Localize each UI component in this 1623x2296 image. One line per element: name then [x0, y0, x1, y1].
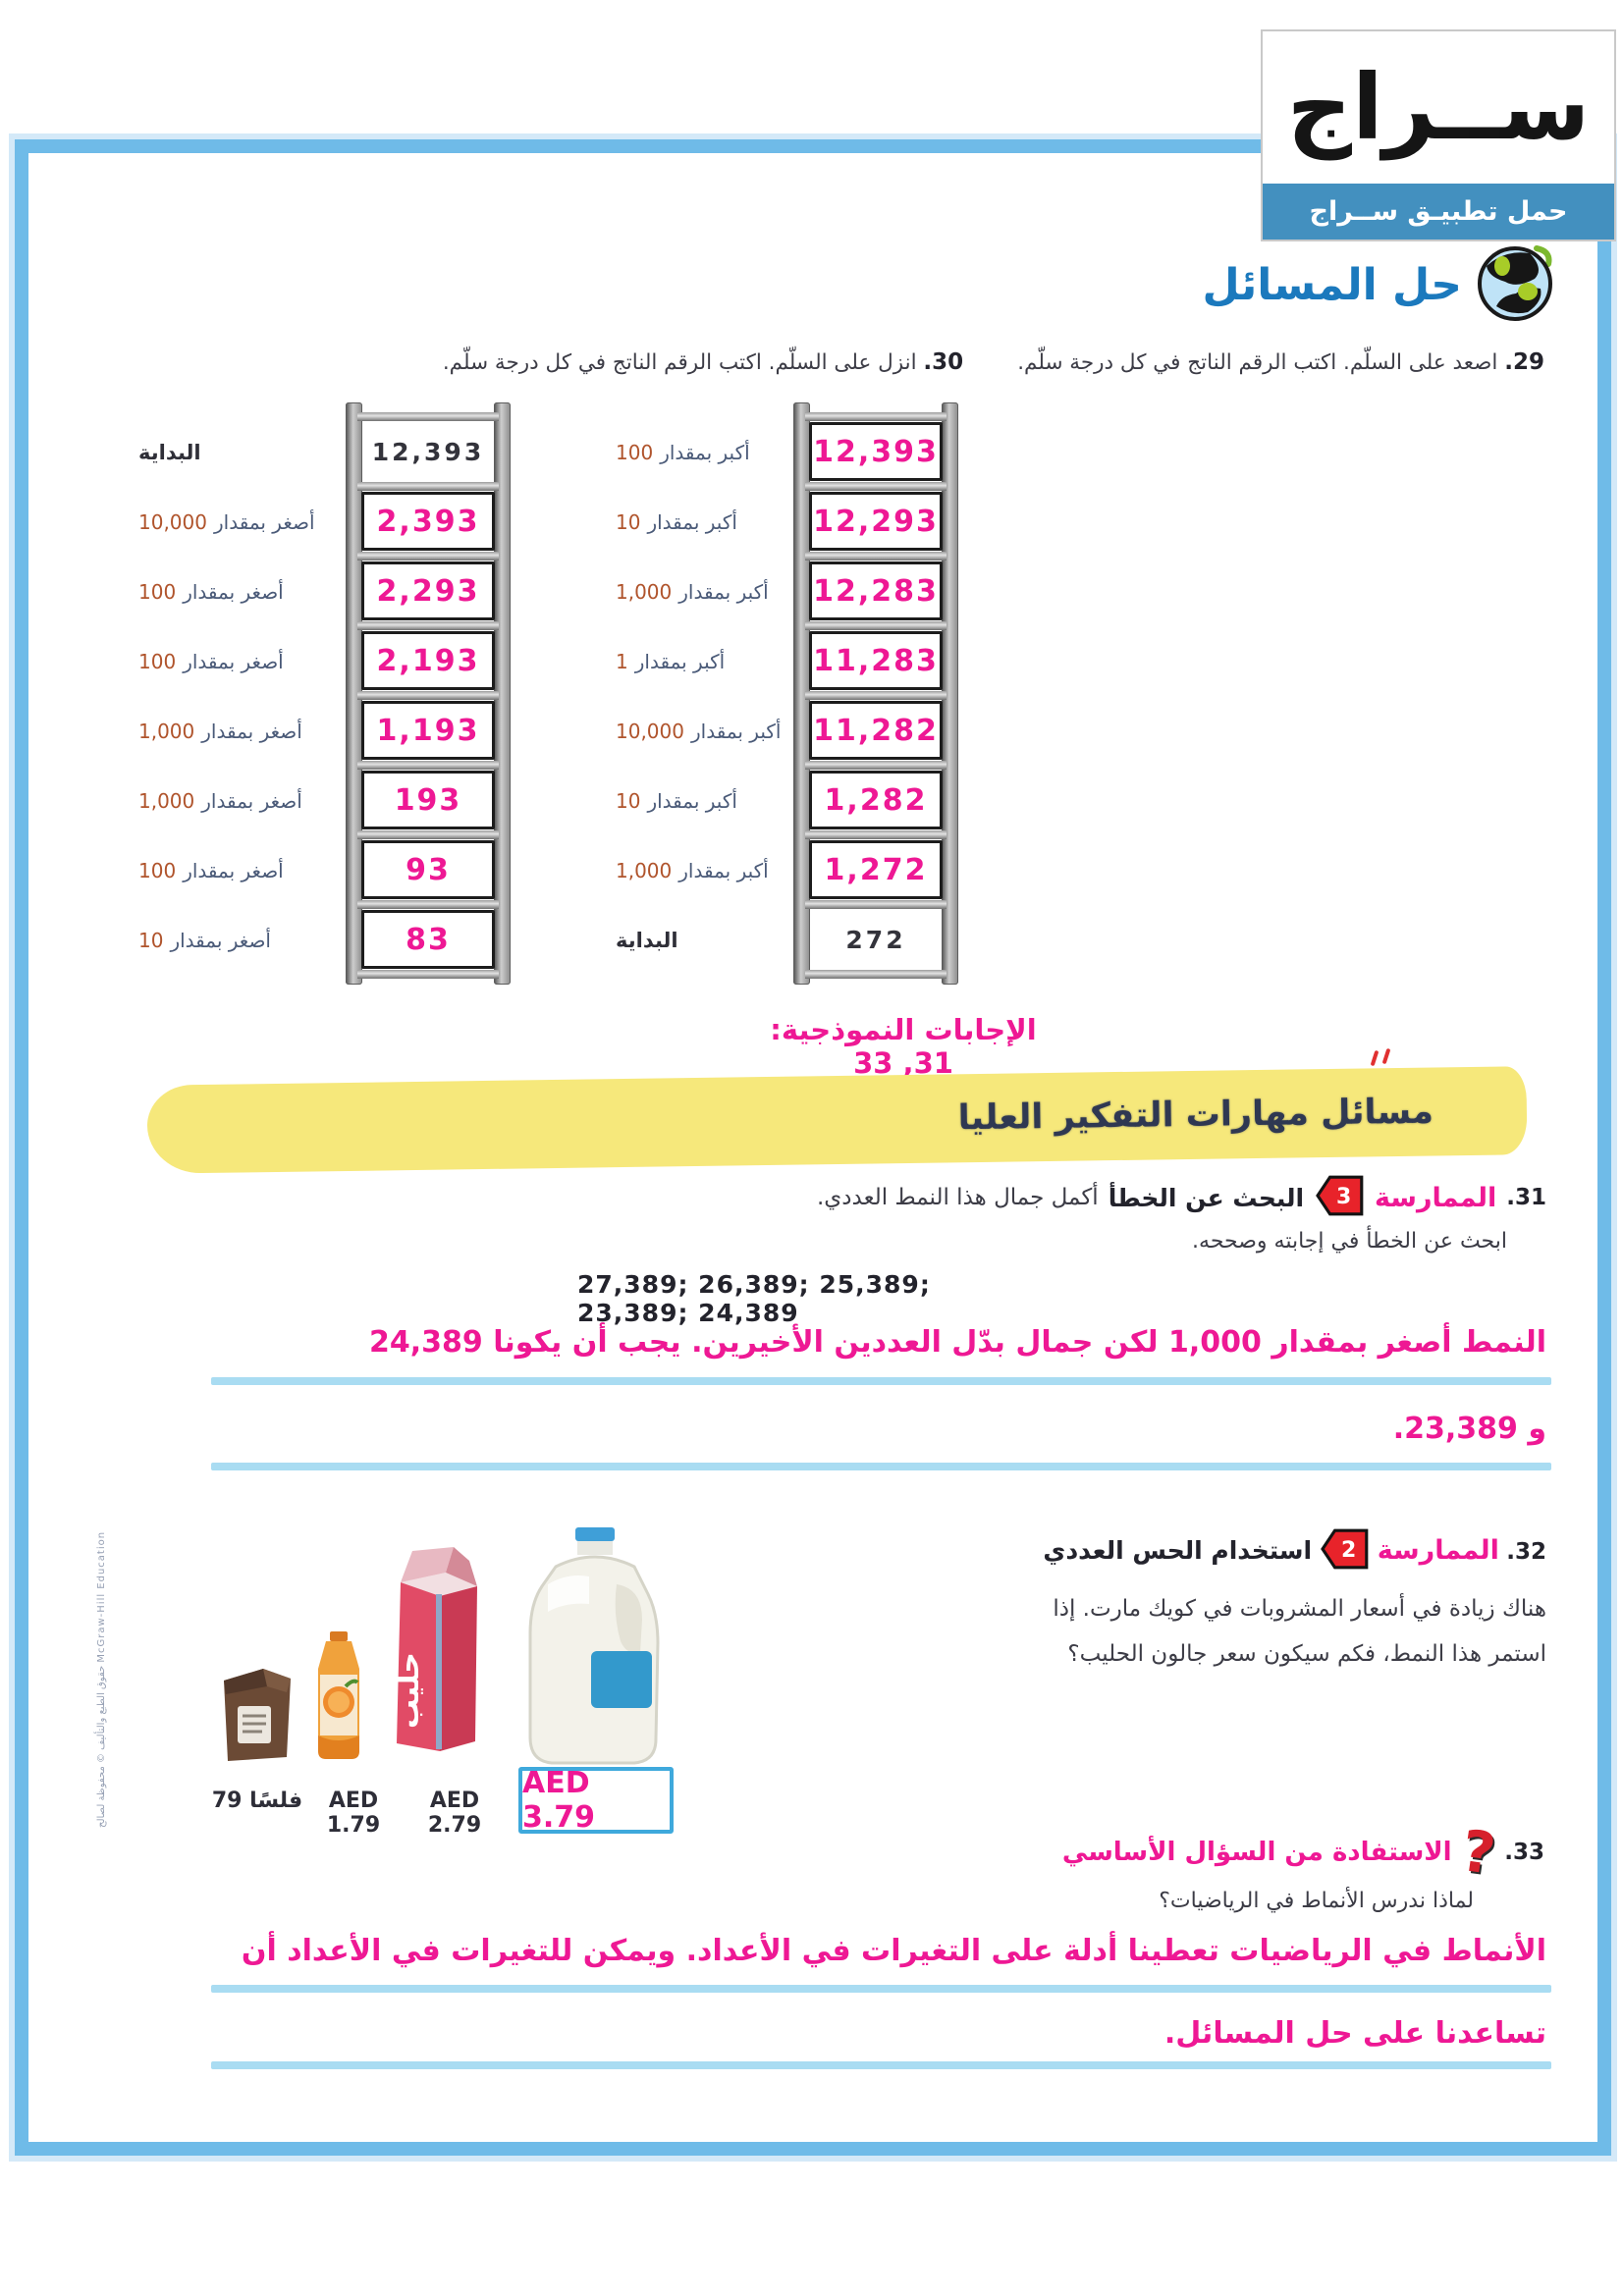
- ladder-answer-box: 1,282: [809, 771, 943, 829]
- ladder-answer-box: 12,283: [809, 561, 943, 620]
- problem-29-instruction: [1017, 349, 1544, 375]
- ladder-start-value: 12,393: [371, 437, 485, 466]
- price-juice: AED 1.79: [326, 1789, 381, 1838]
- price-gallon-answer-box: [518, 1767, 674, 1834]
- ladder-answer-box: 2,193: [361, 631, 495, 690]
- answer-33-line-2: تساعدنا على حل المسائل.: [1163, 2016, 1546, 2051]
- ladder-start-label: البداية: [616, 928, 678, 952]
- question-mark-icon: ?: [1457, 1816, 1499, 1889]
- page-title: حل المسائل: [1202, 259, 1462, 310]
- svg-text:2: 2: [1341, 1537, 1357, 1563]
- answer-31-line-1: النمط أصغر بمقدار 1,000 لكن جمال بدّل العددين الأخيرين. يجب أن يكونا 24,389: [369, 1325, 1546, 1360]
- ladder-step-label: أكبر بمقدار 100: [616, 440, 750, 464]
- ladder-answer-box: 11,283: [809, 631, 943, 690]
- ladder-rung: [805, 761, 947, 770]
- ladder-rung: [357, 830, 499, 839]
- problem-33-text: لماذا ندرس الأنماط في الرياضيات؟: [1159, 1889, 1474, 1913]
- problem-32-block: [1016, 1527, 1546, 1677]
- ladder-step-label: أكبر بمقدار 10: [616, 509, 737, 534]
- price-carton: AED 2.79: [427, 1789, 482, 1838]
- copyright-sidebar: حقوق الطبع والتأليف © محفوظة لصالح McGraw-Hill Education: [96, 1530, 107, 1828]
- ladder-rung: [805, 900, 947, 909]
- answer-line-rule: [211, 1463, 1551, 1470]
- ladder-answer-box: 93: [361, 840, 495, 899]
- ladder-rung: [357, 412, 499, 421]
- ladder-problem-29: [602, 412, 958, 975]
- ladder-rung: [805, 691, 947, 700]
- ladder-answer-box: 11,282: [809, 701, 943, 760]
- ladder-rung: [805, 970, 947, 979]
- siraj-logo-title: ســراج: [1286, 54, 1591, 160]
- price-coffee: 79 فلسًا: [211, 1789, 303, 1813]
- ladder-start-label: البداية: [138, 440, 201, 464]
- problem-31-number: 31.: [1506, 1185, 1546, 1210]
- ladder-step-label: أصغر بمقدار 100: [138, 858, 284, 882]
- problem-31-number-sequence: 27,389; 26,389; 25,389; 23,389; 24,389: [577, 1270, 931, 1327]
- problem-31-skill-title: البحث عن الخطأ: [1108, 1183, 1305, 1212]
- ladder-answer-box: 83: [361, 910, 495, 969]
- ladder-rung: [805, 830, 947, 839]
- ladder-step-label: أكبر بمقدار 10: [616, 788, 737, 813]
- problem-33-header: [1061, 1816, 1544, 1889]
- practice-arrow-badge-3: [1314, 1174, 1365, 1221]
- ladder-rung: [805, 482, 947, 491]
- coffee-bag-image: [214, 1659, 298, 1769]
- ladder-step-label: أصغر بمقدار 10: [138, 928, 271, 952]
- answer-31-line-2: و 23,389.: [1392, 1412, 1546, 1446]
- problem-31-text-2: ابحث عن الخطأ في إجابته وصححه.: [1192, 1229, 1507, 1254]
- problem-32-number: 32.: [1506, 1539, 1546, 1565]
- ladder-30-labels: [125, 412, 346, 975]
- problem-31-header: [817, 1174, 1546, 1221]
- problem-30-text: انزل على السلّم. اكتب الرقم الناتج في كل درجة سلّم.: [442, 350, 917, 375]
- ladder-step-label: أكبر بمقدار 1: [616, 649, 726, 673]
- model-answers-note: الإجابات النموذجية: 31, 33: [770, 1013, 1037, 1080]
- ladder-rung: [357, 621, 499, 630]
- ladder-step-label: أصغر بمقدار 100: [138, 649, 284, 673]
- siraj-logo: [1261, 29, 1616, 241]
- answer-33-line-1: الأنماط في الرياضيات تعطينا أدلة على التغيرات في الأعداد. ويمكن للتغيرات في الأعداد أن: [241, 1934, 1546, 1968]
- problem-32-practice-label: الممارسة: [1377, 1535, 1499, 1566]
- svg-text:3: 3: [1336, 1184, 1352, 1209]
- ladder-step-label: أكبر بمقدار 1,000: [616, 858, 769, 882]
- ladder-step-label: أصغر بمقدار 1,000: [138, 719, 302, 743]
- problem-29-text: اصعد على السلّم. اكتب الرقم الناتج في كل درجة سلّم.: [1017, 350, 1498, 375]
- section-header: [1203, 243, 1555, 326]
- ladder-29-labels: [602, 412, 793, 975]
- ladder-step-label: أكبر بمقدار 1,000: [616, 579, 769, 604]
- answer-line-rule: [211, 1985, 1551, 1993]
- ladder-29-graphic: [793, 412, 958, 975]
- problem-30-number: 30.: [923, 349, 964, 375]
- siraj-logo-subtitle: حمل تطبيـق ســراج: [1263, 184, 1614, 240]
- ladder-rung: [357, 970, 499, 979]
- ladder-answer-box: 1,272: [809, 840, 943, 899]
- ladder-step-label: أصغر بمقدار 1,000: [138, 788, 302, 813]
- ladder-answer-box: 1,193: [361, 701, 495, 760]
- problem-32-text: هناك زيادة في أسعار المشروبات في كويك مارت. إذا استمر هذا النمط، فكم سيكون سعر جالون الحليب؟: [1053, 1596, 1546, 1667]
- ladder-step-label: أصغر بمقدار 100: [138, 579, 284, 604]
- ladder-rung: [357, 761, 499, 770]
- ladder-answer-box: 12,293: [809, 492, 943, 551]
- answer-line-rule: [211, 2061, 1551, 2069]
- ladder-answer-box: 193: [361, 771, 495, 829]
- milk-gallon-image: [518, 1525, 666, 1775]
- globe-icon: [1476, 243, 1554, 326]
- problem-30-instruction: [443, 349, 963, 375]
- ladder-step-label: أكبر بمقدار 10,000: [616, 719, 782, 743]
- ladder-step-label: أصغر بمقدار 10,000: [138, 509, 315, 534]
- problem-32-skill-title: استخدام الحس العددي: [1043, 1536, 1313, 1565]
- instructions-row: [108, 349, 1544, 375]
- ladder-rung: [805, 412, 947, 421]
- ladder-answer-box: 12,393: [809, 422, 943, 481]
- problem-33-title: الاستفادة من السؤال الأساسي: [1061, 1838, 1452, 1867]
- ladder-rung: [357, 900, 499, 909]
- practice-arrow-badge-2: [1319, 1527, 1370, 1586]
- ladder-rung: [805, 552, 947, 561]
- problem-31-practice-label: الممارسة: [1375, 1182, 1497, 1213]
- hots-banner-text: مسائل مهارات التفكير العليا: [957, 1092, 1434, 1139]
- ladder-problem-30: [125, 412, 511, 975]
- ladder-rung: [805, 621, 947, 630]
- problem-29-number: 29.: [1504, 349, 1544, 375]
- problem-31-text: أكمل جمال هذا النمط العددي.: [816, 1185, 1099, 1210]
- ladder-answer-box: 2,393: [361, 492, 495, 551]
- juice-bottle-image: [310, 1629, 367, 1765]
- milk-carton-image: [383, 1543, 483, 1759]
- ladder-answer-box: 2,293: [361, 561, 495, 620]
- ladder-rung: [357, 482, 499, 491]
- ladder-rung: [357, 552, 499, 561]
- svg-text:حليب: حليب: [392, 1652, 426, 1729]
- ladder-rung: [357, 691, 499, 700]
- price-gallon-answer: AED 3.79: [522, 1766, 596, 1835]
- ladder-start-value: 272: [845, 925, 906, 954]
- problem-33-number: 33.: [1504, 1840, 1544, 1865]
- answer-line-rule: [211, 1377, 1551, 1385]
- ladder-30-graphic: [346, 412, 511, 975]
